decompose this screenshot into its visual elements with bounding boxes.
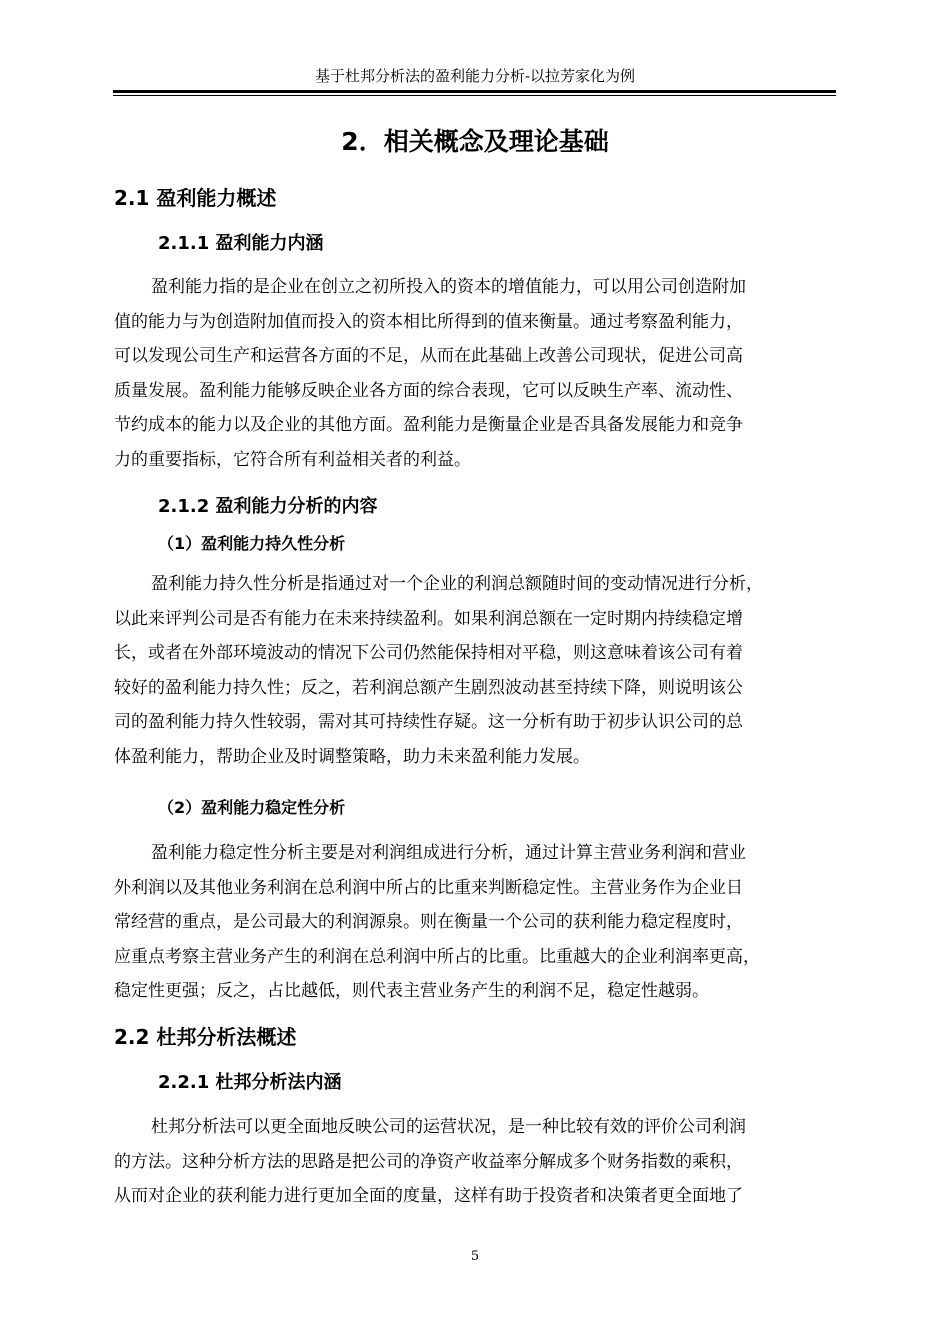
section-heading-2-1: 2.1 盈利能力概述	[114, 186, 277, 210]
section-heading-2-2-1: 2.2.1 杜邦分析法内涵	[158, 1072, 342, 1093]
paragraph-line: 从而对企业的获利能力进行更加全面的度量，这样有助于投资者和决策者更全面地了	[114, 1186, 743, 1206]
section-heading-2-2: 2.2 杜邦分析法概述	[114, 1025, 297, 1049]
paragraph-line: 长，或者在外部环境波动的情况下公司仍然能保持相对平稳，则这意味着该公司有着	[114, 643, 743, 663]
paragraph-line: 外利润以及其他业务利润在总利润中所占的比重来判断稳定性。主营业务作为企业日	[114, 877, 743, 898]
paragraph-line: 以此来评判公司是否有能力在未来持续盈利。如果利润总额在一定时期内持续稳定增	[114, 608, 743, 629]
paragraph-line: 盈利能力指的是企业在创立之初所投入的资本的增值能力，可以用公司创造附加	[151, 277, 746, 297]
paragraph-line: 稳定性更强；反之，占比越低，则代表主营业务产生的利润不足，稳定性越弱。	[114, 981, 709, 1001]
paragraph-line: 杜邦分析法可以更全面地反映公司的运营状况，是一种比较有效的评价公司利润	[151, 1117, 746, 1137]
header-rule-thin	[113, 95, 836, 96]
running-header: 基于杜邦分析法的盈利能力分析-以拉芳家化为例	[314, 67, 636, 85]
paragraph-2-2-1	[114, 1110, 838, 1214]
chapter-title: 2．相关概念及理论基础	[341, 127, 609, 156]
paragraph-line: 可以发现公司生产和运营各方面的不足，从而在此基础上改善公司现状，促进公司高	[114, 346, 743, 366]
paragraph-line: 体盈利能力，帮助企业及时调整策略，助力未来盈利能力发展。	[114, 746, 590, 767]
header-rule-thick	[113, 90, 836, 93]
paragraph-line: 应重点考察主营业务产生的利润在总利润中所占的比重。比重越大的企业利润率更高，	[114, 946, 760, 967]
paragraph-line: 常经营的重点，是公司最大的利润源泉。则在衡量一个公司的获利能力稳定程度时，	[114, 912, 743, 932]
page-number: 5	[470, 1249, 480, 1264]
paragraph-line: 力的重要指标，它符合所有利益相关者的利益。	[114, 449, 471, 470]
paragraph-line: 的方法。这种分析方法的思路是把公司的净资产收益率分解成多个财务指数的乘积，	[114, 1151, 743, 1172]
subheading-stability: （2）盈利能力稳定性分析	[158, 798, 346, 817]
paragraph-line: 司的盈利能力持久性较弱，需对其可持续性存疑。这一分析有助于初步认识公司的总	[114, 712, 743, 732]
paragraph-persistence	[114, 567, 838, 774]
paragraph-line: 较好的盈利能力持久性；反之，若利润总额产生剧烈波动甚至持续下降，则说明该公	[114, 677, 743, 698]
paragraph-2-1-1	[114, 270, 838, 477]
section-heading-2-1-2: 2.1.2 盈利能力分析的内容	[158, 496, 378, 517]
subheading-persistence: （1）盈利能力持久性分析	[158, 534, 346, 553]
paragraph-line: 值的能力与为创造附加值而投入的资本相比所得到的值来衡量。通过考察盈利能力，	[114, 311, 743, 332]
paragraph-stability	[114, 836, 838, 1009]
paragraph-line: 盈利能力稳定性分析主要是对利润组成进行分析，通过计算主营业务利润和营业	[151, 843, 746, 863]
section-heading-2-1-1: 2.1.1 盈利能力内涵	[158, 233, 324, 254]
paragraph-line: 节约成本的能力以及企业的其他方面。盈利能力是衡量企业是否具备发展能力和竞争	[114, 415, 743, 435]
paragraph-line: 质量发展。盈利能力能够反映企业各方面的综合表现，它可以反映生产率、流动性、	[114, 380, 743, 401]
paragraph-line: 盈利能力持久性分析是指通过对一个企业的利润总额随时间的变动情况进行分析，	[151, 574, 763, 594]
